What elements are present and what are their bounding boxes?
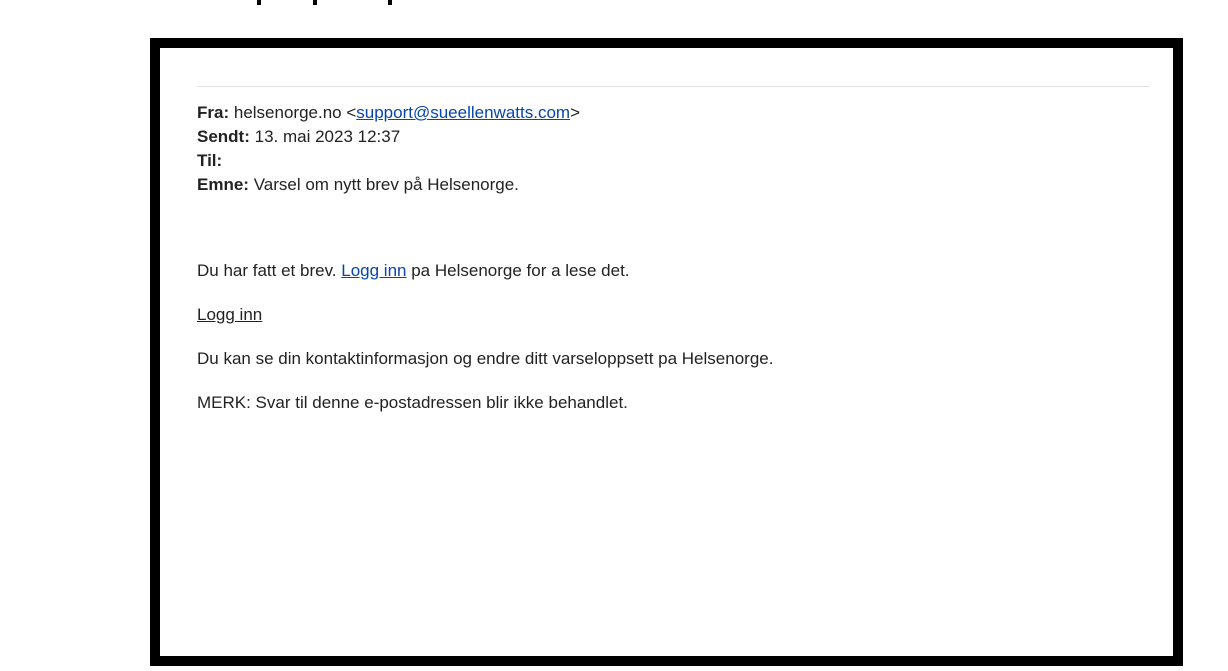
from-row [197, 103, 580, 123]
subject-value: Varsel om nytt brev på Helsenorge. [253, 175, 519, 194]
email-screenshot-frame [150, 38, 1183, 666]
text-fragment [388, 0, 392, 5]
body-line-2 [197, 305, 262, 325]
text-fragment [257, 0, 261, 5]
body-line-1 [197, 261, 630, 281]
from-label: Fra: [197, 103, 230, 122]
body-line-3: Du kan se din kontaktinformasjon og endre ditt varseloppsett pa Helsenorge. [197, 349, 774, 368]
header-divider [197, 86, 1150, 87]
to-row [197, 151, 222, 171]
subject-row [197, 175, 519, 195]
login-inline-link[interactable]: Logg inn [341, 261, 407, 280]
body-text: Du har fatt et brev. [197, 261, 342, 280]
cropped-text-remnant [0, 0, 1228, 8]
body-line-4: MERK: Svar til denne e-postadressen blir ikke behandlet. [197, 393, 628, 412]
from-name: helsenorge.no < [233, 103, 357, 122]
from-address-link[interactable]: support@sueellenwatts.com [356, 103, 571, 122]
login-link[interactable]: Logg inn [197, 305, 263, 324]
sent-label: Sendt: [197, 127, 250, 146]
from-close: > [570, 103, 581, 122]
sent-row [197, 127, 400, 147]
body-text: pa Helsenorge for a lese det. [406, 261, 630, 280]
sent-value: 13. mai 2023 12:37 [254, 127, 401, 146]
subject-label: Emne: [197, 175, 249, 194]
to-label: Til: [197, 151, 223, 170]
text-fragment [313, 0, 317, 5]
